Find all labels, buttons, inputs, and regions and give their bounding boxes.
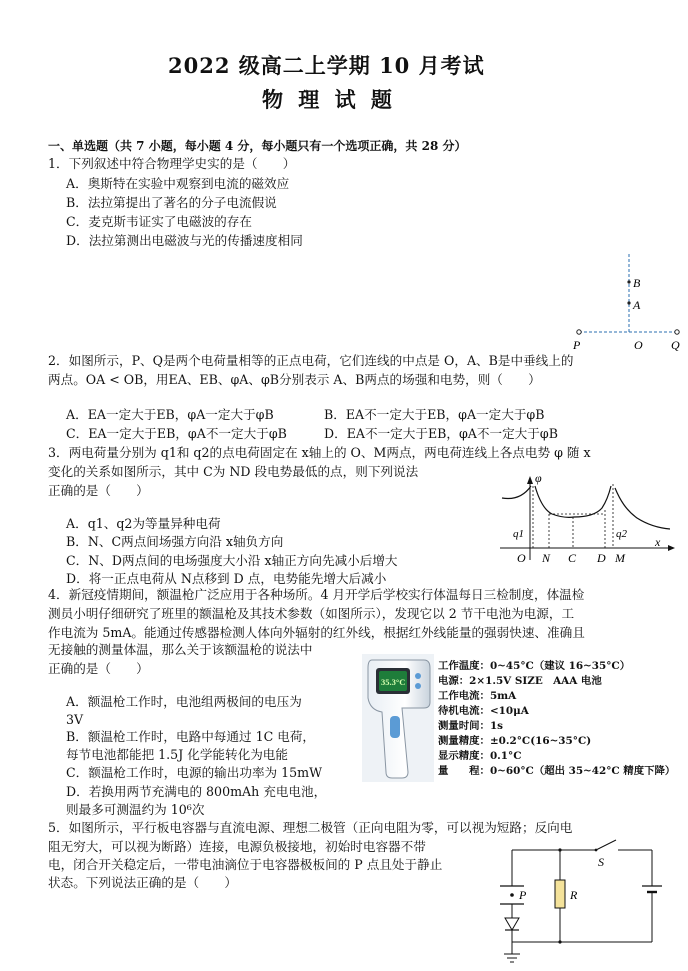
q3-x-arrow [668, 545, 675, 551]
q3-label-phi: φ [535, 471, 542, 485]
q5-diode-triangle [505, 918, 519, 930]
q5-resistor [555, 880, 565, 908]
q2-option-c: C．EA一定大于EB，φA不一定大于φB [66, 426, 287, 441]
q3-figure [492, 470, 677, 566]
q5-label-p: P [519, 888, 527, 902]
exam-title: 2022 级高二上学期 10 月考试 [168, 53, 485, 78]
q2-charge-q [675, 330, 679, 334]
q3-option-d: D．将一正点电荷从 N点移到 D 点，电势能先增大后减小 [66, 571, 387, 586]
q3-option-a: A．q1、q2为等量异种电荷 [66, 516, 221, 531]
q4-option-d-line2: 则最多可测温约为 10⁶次 [66, 802, 205, 817]
q4-device-display: 35.3°C [381, 677, 406, 687]
q3-label-m: M [615, 551, 625, 565]
q4-option-d-line1: D．若换用两节充满电的 800mAh 充电电池， [66, 784, 327, 799]
q4-option-a-line2: 3V [66, 712, 84, 727]
q2-option-b: B．EA不一定大于EB，φA一定大于φB [324, 407, 545, 422]
q4-spec-3: 待机电流：<10μA [438, 705, 529, 717]
q2-option-a: A．EA一定大于EB，φA一定大于φB [66, 407, 274, 422]
q2-point-a [627, 301, 630, 304]
q1-option-d: D．法拉第测出电磁波与光的传播速度相同 [66, 233, 303, 248]
q3-y-arrow [527, 476, 533, 484]
q2-label-a: A [633, 298, 641, 312]
q3-label-q1: q1 [513, 528, 524, 540]
q5-stem-line4: 状态。下列说法正确的是（ ） [48, 875, 237, 890]
q3-curve-left [502, 486, 531, 499]
q3-label-x: x [655, 535, 661, 549]
q4-stem-line1: 4．新冠疫情期间，额温枪广泛应用于各种场所。4 月开学后学校实行体温每日三检制度，体温检 [48, 587, 585, 602]
q3-label-o: O [517, 551, 526, 565]
q4-spec-4: 测量时间：1s [438, 720, 504, 732]
q3-label-q2: q2 [616, 528, 627, 540]
q4-option-b-line1: B．额温枪工作时，电路中每通过 1C 电荷， [66, 729, 316, 744]
q3-stem-line1: 3．两电荷量分别为 q1和 q2的点电荷固定在 x轴上的 O、M两点，两电荷连线上各点电势 φ 随 x [48, 445, 591, 460]
q5-label-r: R [570, 888, 578, 902]
q1-option-b: B．法拉第提出了著名的分子电流假说 [66, 195, 277, 210]
q4-spec-6: 显示精度：0.1°C [438, 750, 522, 762]
q2-label-o: O [634, 338, 643, 352]
q2-figure [565, 248, 683, 353]
q5-stem-line3: 电，闭合开关稳定后，一带电油滴位于电容器极板间的 P 点且处于静止 [48, 857, 443, 872]
q3-option-b: B．N、C两点间场强方向沿 x轴负方向 [66, 534, 284, 549]
section-header: 一、单选题（共 7 小题，每小题 4 分，每小题只有一个选项正确，共 28 分） [48, 139, 467, 153]
q3-curve-right [615, 488, 670, 529]
q4-spec-1: 电源：2×1.5V SIZE AAA 电池 [438, 675, 602, 687]
q5-node-bottom [558, 940, 561, 943]
q4-spec-5: 测量精度：±0.2°C(16~35°C) [438, 735, 592, 747]
q4-option-c: C．额温枪工作时，电源的输出功率为 15mW [66, 765, 323, 780]
q3-label-c: C [568, 551, 577, 565]
q2-option-d: D．EA不一定大于EB，φA不一定大于φB [324, 426, 558, 441]
q2-point-b [627, 280, 630, 283]
exam-subtitle: 物 理 试 题 [262, 87, 396, 112]
q4-option-a-line1: A．额温枪工作时，电池组两极间的电压为 [66, 694, 302, 709]
q5-switch-blade [596, 840, 616, 850]
q2-stem-line2: 两点。OA < OB，用EA、EB、φA、φB分别表示 A、B两点的场强和电势，则（ ） [48, 372, 541, 387]
q4-stem-line5: 正确的是（ ） [48, 661, 149, 676]
q1-stem: 1．下列叙述中符合物理学史实的是（ ） [48, 156, 296, 171]
q1-option-a: A．奥斯特在实验中观察到电流的磁效应 [66, 176, 290, 191]
q5-oil-drop [510, 893, 514, 897]
q2-label-q: Q [671, 338, 680, 352]
q2-stem-line1: 2．如图所示，P、Q是两个电荷量相等的正点电荷，它们连线的中点是 O，A、B是中垂线上的 [48, 353, 574, 368]
q4-option-b-line2: 每节电池都能把 1.5J 化学能转化为电能 [66, 747, 288, 762]
q3-option-c: C．N、D两点间的电场强度大小沿 x轴正方向先减小后增大 [66, 553, 398, 568]
q2-label-b: B [633, 276, 641, 290]
q4-thermometer-image [362, 654, 434, 782]
q5-stem-line1: 5．如图所示，平行板电容器与直流电源、理想二极管（正向电阻为零，可以视为短路；反向电 [48, 820, 573, 835]
q2-label-p: P [573, 338, 581, 352]
q1-option-c: C．麦克斯韦证实了电磁波的存在 [66, 214, 252, 229]
q5-stem-line2: 阻无穷大，可以视为断路）连接，电源负极接地，初始时电容器不带 [48, 839, 426, 854]
q4-stem-line4: 无接触的测量体温，那么关于该额温枪的说法中 [48, 642, 313, 657]
q3-label-n: N [542, 551, 551, 565]
q4-stem-line2: 测员小明仔细研究了班里的额温枪及其技术参数（如图所示），发现它以 2 节干电池为电源，工 [48, 606, 575, 621]
q4-spec-7: 量 程：0~60°C（超出 35~42°C 精度下降） [438, 765, 676, 777]
q3-stem-line3: 正确的是（ ） [48, 483, 149, 498]
q4-spec-0: 工作温度：0~45°C（建议 16~35°C） [438, 660, 631, 672]
q3-label-d: D [597, 551, 606, 565]
q5-node-top [558, 848, 561, 851]
q5-circuit-figure [492, 838, 672, 968]
q4-spec-2: 工作电流：5mA [438, 690, 517, 702]
q2-charge-p [577, 330, 581, 334]
q3-curve-middle [535, 486, 611, 517]
q4-stem-line3: 作电流为 5mA。能通过传感器检测人体向外辐射的红外线，根据红外线能量的强弱快速、准确且 [48, 625, 585, 640]
q3-stem-line2: 变化的关系如图所示，其中 C为 ND 段电势最低的点，则下列说法 [48, 464, 419, 479]
q5-label-s: S [598, 855, 604, 869]
q5-switch-pivot [595, 849, 598, 852]
